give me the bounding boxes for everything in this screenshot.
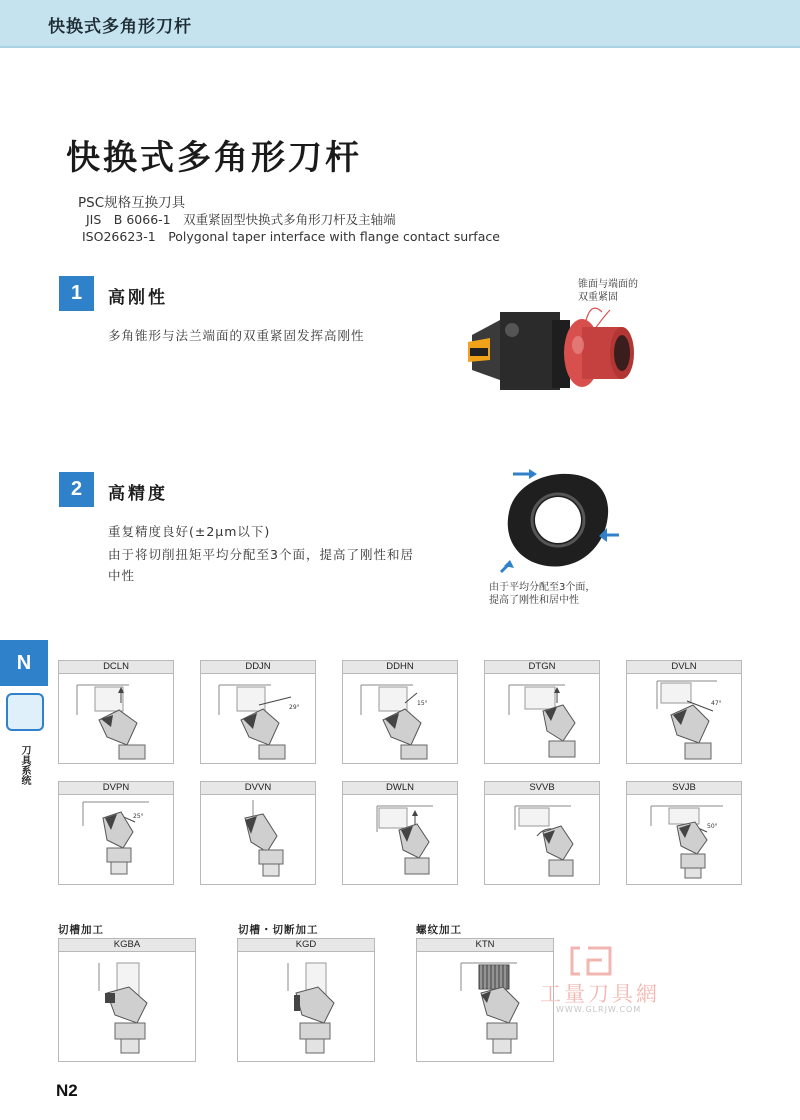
group-label-threading: 螺纹加工	[416, 924, 462, 936]
header-title: 快换式多角形刀杆	[48, 17, 192, 37]
tool-KTN[interactable]: KTN	[416, 938, 554, 1062]
watermark-url: WWW.GLRJW.COM	[556, 1005, 642, 1014]
tool-sketch-icon	[59, 675, 175, 765]
tool-sketch-icon	[627, 796, 743, 886]
tool-sketch-icon	[59, 953, 197, 1063]
tool-DDJN[interactable]: DDJN 29°	[200, 660, 316, 764]
section-1-title: 高刚性	[108, 288, 168, 308]
section-2-number: 2	[59, 472, 94, 507]
tool-SVVB[interactable]: SVVB	[484, 781, 600, 885]
page-number: N2	[56, 1081, 78, 1100]
tool-sketch-icon	[343, 796, 459, 886]
polygon-taper-illustration	[495, 462, 625, 582]
tool-sketch-icon	[201, 796, 317, 886]
svg-text:50°: 50°	[707, 823, 718, 830]
tool-sketch-icon	[485, 796, 601, 886]
tool-system-icon	[6, 693, 44, 731]
tool-sketch-icon	[238, 953, 376, 1063]
tool-sketch-icon	[59, 796, 175, 886]
spec-iso: ISO26623-1 Polygonal taper interface with flange contact surface	[82, 229, 500, 244]
tool-sketch-icon	[201, 675, 317, 765]
section-2-line-2: 由于将切削扭矩平均分配至3个面，提高了刚性和居	[108, 547, 414, 562]
group-label-grooving: 切槽加工	[58, 924, 104, 936]
svg-text:29°: 29°	[289, 704, 300, 711]
spec-jis: JIS B 6066-1 双重紧固型快换式多角形刀杆及主轴端	[86, 212, 396, 227]
group-label-cutoff: 切槽・切断加工	[238, 924, 319, 936]
section-1-text: 多角锥形与法兰端面的双重紧固发挥高刚性	[108, 328, 365, 343]
tool-DVPN[interactable]: DVPN 25°	[58, 781, 174, 885]
tool-DWLN[interactable]: DWLN	[342, 781, 458, 885]
side-tab-n[interactable]: N	[0, 640, 48, 686]
watermark-text: 工量刀具網	[540, 982, 660, 1006]
tool-DVLN[interactable]: DVLN 47°	[626, 660, 742, 764]
tool-KGD[interactable]: KGD	[237, 938, 375, 1062]
tool-holder-illustration	[460, 290, 660, 405]
header-bar	[0, 0, 800, 48]
tool-KGBA[interactable]: KGBA	[58, 938, 196, 1062]
section-1-callout: 锥面与端面的 双重紧固	[578, 279, 638, 303]
section-2-callout: 由于平均分配至3个面， 提高了刚性和居中性	[489, 582, 596, 606]
spec-heading: PSC规格互换刀具	[78, 195, 186, 211]
tool-sketch-icon	[485, 675, 601, 765]
tool-sketch-icon	[627, 675, 743, 765]
tool-DTGN[interactable]: DTGN	[484, 660, 600, 764]
tool-DDHN[interactable]: DDHN 15°	[342, 660, 458, 764]
svg-text:47°: 47°	[711, 700, 722, 707]
section-2-line-1: 重复精度良好(±2μm以下)	[108, 524, 271, 539]
section-1-number: 1	[59, 276, 94, 311]
page-title: 快换式多角形刀杆	[66, 138, 362, 178]
side-label: 刀具系统	[19, 745, 30, 785]
tool-sketch-icon	[417, 953, 555, 1063]
tool-DVVN[interactable]: DVVN	[200, 781, 316, 885]
svg-text:15°: 15°	[417, 700, 428, 707]
tool-sketch-icon	[343, 675, 459, 765]
section-2-title: 高精度	[108, 484, 168, 504]
svg-text:25°: 25°	[133, 813, 144, 820]
tool-DCLN[interactable]: DCLN	[58, 660, 174, 764]
tool-SVJB[interactable]: SVJB 50°	[626, 781, 742, 885]
section-2-line-3: 中性	[108, 568, 136, 583]
